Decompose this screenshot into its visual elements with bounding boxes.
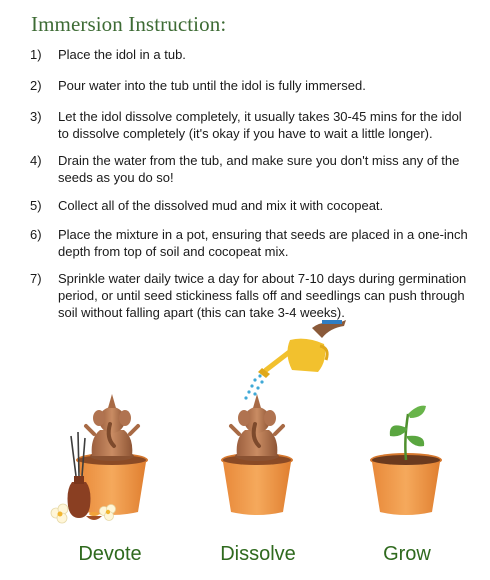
step-item: [30, 77, 470, 94]
step-number: 3): [30, 109, 42, 124]
stages-illustration: [0, 310, 490, 540]
ganesha-idol-icon: [231, 394, 283, 461]
idol-in-pot-with-watering-can-icon: [221, 320, 346, 515]
step-item: [30, 152, 470, 186]
stage-labels: [0, 543, 490, 573]
stage-label-dissolve: Dissolve: [220, 543, 296, 565]
step-item: [30, 197, 470, 214]
step-number: 2): [30, 78, 42, 93]
step-text: Pour water into the tub until the idol is fully immersed.: [58, 78, 366, 93]
step-text: Let the idol dissolve completely, it usually takes 30-45 mins for the idol to dissolve completely (it's okay if you have to wait a little longer).: [58, 109, 462, 141]
step-number: 4): [30, 153, 42, 168]
step-item: [30, 226, 470, 260]
stage-label-grow: Grow: [383, 543, 431, 565]
step-item: [30, 46, 470, 63]
step-text: Sprinkle water daily twice a day for about 7-10 days during germination period, or until seed stickiness falls off and seedlings can push through soil without falling apart (this can take 3-4 weeks).: [58, 271, 467, 320]
step-number: 7): [30, 271, 42, 286]
step-text: Collect all of the dissolved mud and mix it with cocopeat.: [58, 198, 384, 213]
sprout-in-pot-icon: [370, 406, 442, 515]
step-number: 1): [30, 47, 42, 62]
step-text: Drain the water from the tub, and make sure you don't miss any of the seeds as you do so!: [58, 153, 460, 185]
idol-in-pot-with-incense-icon: [51, 394, 148, 523]
ganesha-idol-icon: [86, 394, 138, 461]
watering-can-icon: [258, 320, 346, 378]
step-text: Place the idol in a tub.: [58, 47, 186, 62]
step-text: Place the mixture in a pot, ensuring that seeds are placed in a one-inch depth from top of soil and cocopeat mix.: [58, 227, 468, 259]
page-title: Immersion Instruction:: [31, 12, 227, 36]
water-drops-icon: [244, 374, 263, 399]
step-number: 5): [30, 198, 42, 213]
stage-label-devote: Devote: [78, 543, 142, 565]
step-number: 6): [30, 227, 42, 242]
step-item: [30, 108, 470, 142]
